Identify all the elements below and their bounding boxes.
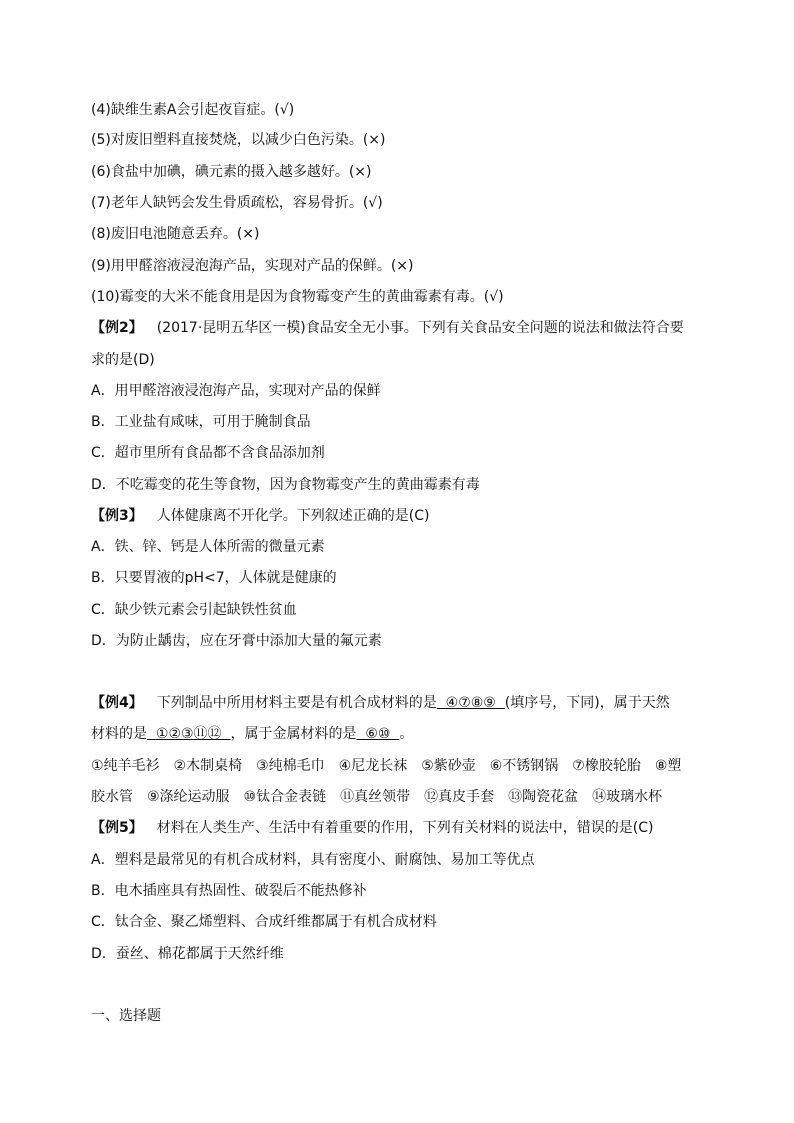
example2-option: C．超市里所有食品都不含食品添加剂 — [91, 445, 325, 461]
example5-option: B．电木插座具有热固性、破裂后不能热修补 — [91, 883, 367, 899]
example3-option: B．只要胃液的pH<7，人体就是健康的 — [91, 570, 337, 586]
example3-label: 【例3】 — [91, 508, 143, 524]
judgment-item: (6)食盐中加碘，碘元素的摄入越多越好。(×) — [91, 164, 372, 180]
example2-stem-cont: 求的是(D) — [91, 352, 155, 368]
example5-option: C．钛合金、聚乙烯塑料、合成纤维都属于有机合成材料 — [91, 914, 437, 930]
example5-label: 【例5】 — [91, 820, 143, 836]
judgment-item: (5)对废旧塑料直接焚烧，以减少白色污染。(×) — [91, 132, 386, 148]
example4-items-cont: 胶水管 ⑨涤纶运动服 ⑩钛合金表链 ⑪真丝领带 ⑫真皮手套 ⑬陶瓷花盆 ⑭玻璃水杯 — [91, 789, 663, 805]
judgment-item: (4)缺维生素A会引起夜盲症。(√) — [91, 102, 295, 118]
example4-stem: 【例4】 下列制品中所用材料主要是有机合成材料的是 ④⑦⑧⑨ (填序号，下同)，属于天然 — [91, 695, 670, 711]
example3-stem-text: 人体健康离不开化学。下列叙述正确的是(C) — [156, 508, 430, 524]
answer-blank-metal: ⑥⑩ — [365, 726, 391, 742]
example2-option: B．工业盐有咸味，可用于腌制食品 — [91, 414, 311, 430]
example3-option: D．为防止龋齿，应在牙膏中添加大量的氟元素 — [91, 633, 382, 649]
example2-option: D．不吃霉变的花生等食物，因为食物霉变产生的黄曲霉素有毒 — [91, 477, 480, 493]
example5-stem-text: 材料在人类生产、生活中有着重要的作用，下列有关材料的说法中，错误的是(C) — [156, 820, 654, 836]
example3-stem — [91, 506, 429, 526]
judgment-item: (9)用甲醛溶液浸泡海产品，实现对产品的保鲜。(×) — [91, 258, 414, 274]
example5-option: D．蚕丝、棉花都属于天然纤维 — [91, 946, 284, 962]
judgment-item: (7)老年人缺钙会发生骨质疏松，容易骨折。(√) — [91, 195, 383, 211]
example4-label: 【例4】 — [91, 695, 143, 711]
example2-stem-text: (2017·昆明五华区一模)食品安全无小事。下列有关食品安全问题的说法和做法符合要 — [156, 320, 684, 336]
example3-option: A．铁、锌、钙是人体所需的微量元素 — [91, 539, 325, 555]
example2-option: A．用甲醛溶液浸泡海产品，实现对产品的保鲜 — [91, 383, 381, 399]
example5-option: A．塑料是最常见的有机合成材料，具有密度小、耐腐蚀、易加工等优点 — [91, 852, 535, 868]
section-title: 一、选择题 — [91, 1008, 161, 1024]
example5-stem — [91, 818, 653, 838]
example4-stem-cont: 材料的是 ①②③⑪⑫ ，属于金属材料的是 ⑥⑩ 。 — [91, 726, 414, 742]
example3-option: C．缺少铁元素会引起缺铁性贫血 — [91, 602, 297, 618]
example4-items: ①纯羊毛衫 ②木制桌椅 ③纯棉毛巾 ④尼龙长袜 ⑤紫砂壶 ⑥不锈钢锅 ⑦橡胶轮胎 ⑧塑 — [91, 758, 682, 774]
answer-blank-synthetic: ④⑦⑧⑨ — [445, 695, 496, 711]
example2-stem — [91, 318, 684, 338]
judgment-item: (10)霉变的大米不能食用是因为食物霉变产生的黄曲霉素有毒。(√) — [91, 289, 504, 305]
example2-label: 【例2】 — [91, 320, 143, 336]
judgment-item: (8)废旧电池随意丢弃。(×) — [91, 226, 260, 242]
answer-blank-natural: ①②③⑪⑫ — [155, 726, 222, 742]
